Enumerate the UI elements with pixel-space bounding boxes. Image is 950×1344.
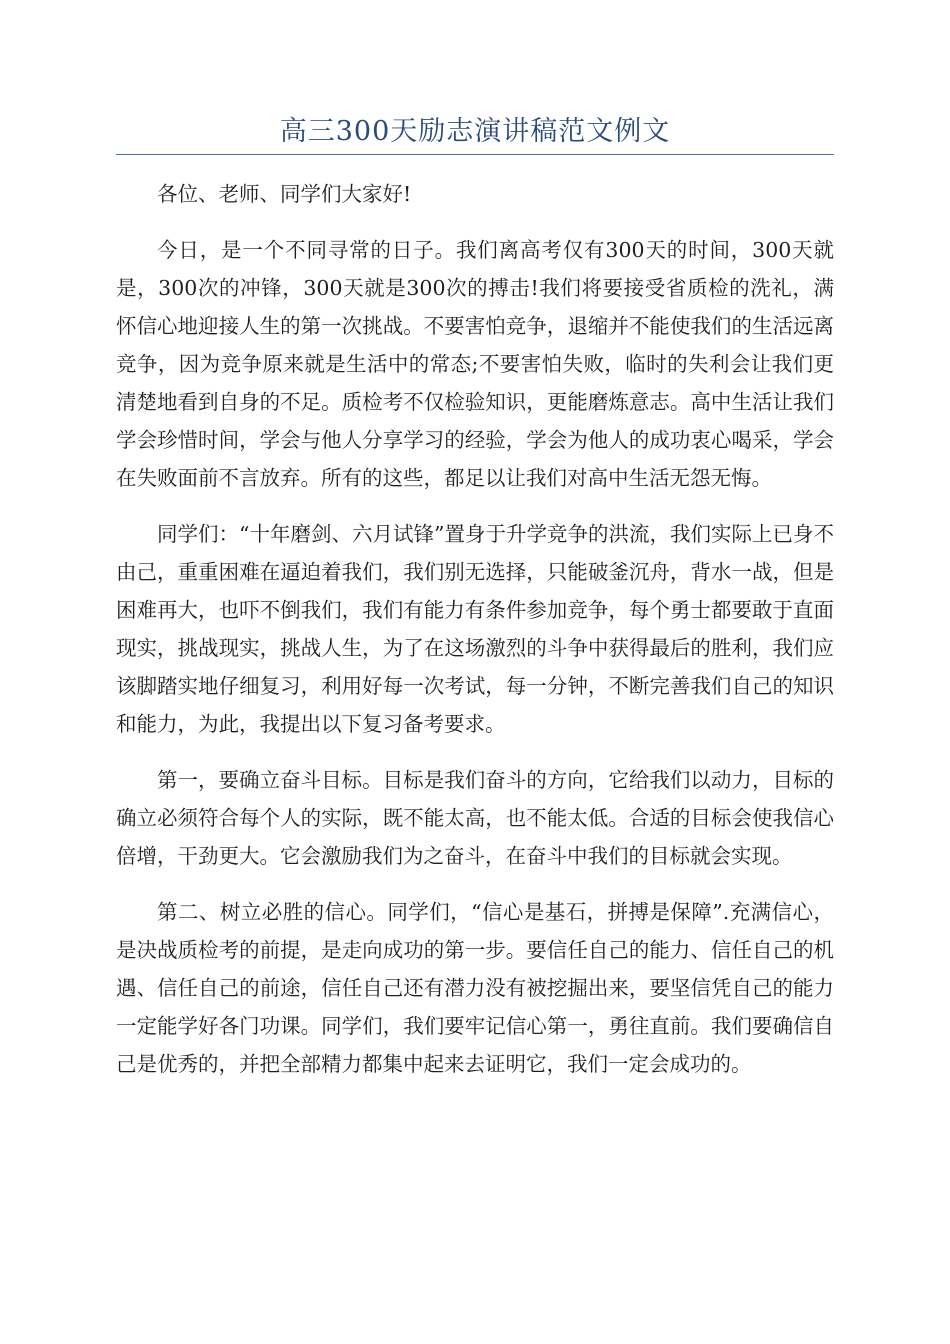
paragraph-opening: 今日，是一个不同寻常的日子。我们离高考仅有300天的时间，300天就是，300次的冲锋，300天就是300次的搏击!我们将要接受省质检的洗礼，满怀信心地迎接人生的第一次挑战。不要害怕竞争，退缩并不能使我们的生活远离竞争，因为竞争原来就是生活中的常态;不要害怕失败，临时的失利会让我们更清楚地看到自身的不足。质检考不仅检验知识，更能磨炼意志。高中生活让我们学会珍惜时间，学会与他人分享学习的经验，学会为他人的成功衷心喝采，学会在失败面前不言放弃。所有的这些，都足以让我们对高中生活无怨无悔。 (116, 238, 834, 490)
paragraph-point-two: 第二、树立必胜的信心。同学们，“信心是基石，拼搏是保障”.充满信心，是决战质检考的前提，是走向成功的第一步。要信任自己的能力、信任自己的机遇、信任自己的前途，信任自己还有潜力没有被挖掘出来，要坚信凭自己的能力一定能学好各门功课。同学们，我们要牢记信心第一，勇往直前。我们要确信自己是优秀的，并把全部精力都集中起来去证明它，我们一定会成功的。 (116, 900, 834, 1076)
paragraph-point-one: 第一，要确立奋斗目标。目标是我们奋斗的方向，它给我们以动力，目标的确立必须符合每个人的实际，既不能太高，也不能太低。合适的目标会使我信心倍增，干劲更大。它会激励我们为之奋斗，在奋斗中我们的目标就会实现。 (116, 768, 834, 868)
paragraph-greeting: 各位、老师、同学们大家好! (157, 182, 412, 206)
document-body (116, 175, 834, 1101)
title-underline (116, 154, 834, 155)
paragraph-call-to-action: 同学们：“十年磨剑、六月试锋”置身于升学竞争的洪流，我们实际上已身不由己，重重困难在逼迫着我们，我们别无选择，只能破釜沉舟，背水一战，但是困难再大，也吓不倒我们，我们有能力有条件参加竞争，每个勇士都要敢于直面现实，挑战现实，挑战人生，为了在这场激烈的斗争中获得最后的胜利，我们应该脚踏实地仔细复习，利用好每一次考试，每一分钟，不断完善我们自己的知识和能力，为此，我提出以下复习备考要求。 (116, 522, 834, 736)
document-title: 高三300天励志演讲稿范文例文 (279, 116, 671, 147)
